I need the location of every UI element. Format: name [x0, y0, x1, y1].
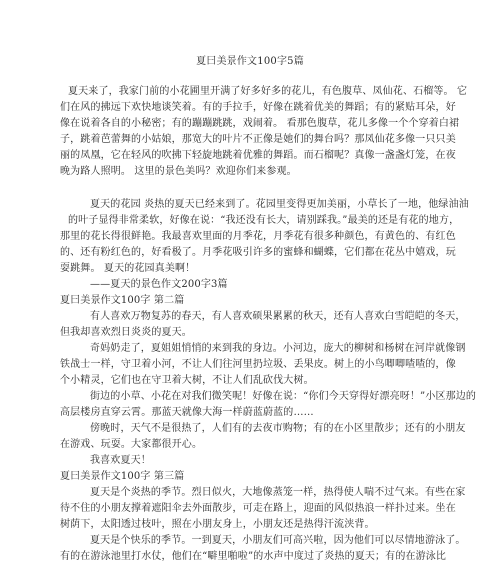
text-line: 夏天是个炎热的季节。烈日似火，大地像蒸笼一样，热得使人喘不过气来。有些在家	[90, 487, 466, 498]
text-line: 子，跳着芭蕾舞的小姑娘，那宽大的叶片不正像是她们的舞台吗？那凤仙花多像一只只美	[60, 134, 456, 145]
section-heading: 夏曰美景作文100字 第三篇	[60, 471, 185, 482]
text-line: 的、还有粉红色的，好看极了。月季花吸引许多的蜜蜂和蝴蝶，它们都在花丛中嬉戏，玩	[60, 247, 456, 258]
text-line: 像在说着各自的小秘密；有的蹦蹦跳跳，戏闹着。 看那色腹草，花儿多像一个个穿着白裙	[60, 118, 460, 129]
text-line: 我喜欢夏天！	[90, 455, 151, 466]
text-line: 耍跳舞。 夏天的花园真美啊！	[60, 263, 196, 274]
text-line: 铁战士一样，守卫着小河，不让人们往河里扔垃圾、丢果皮。树上的小鸟唧唧喳喳的，像	[60, 359, 456, 370]
text-line: 晚为路人照明。 这里的景色美吗？欢迎你们来参观。	[60, 166, 297, 177]
text-line: 夏天是个快乐的季节。一到夏天，小朋友们可高兴啦，因为他们可以尽情地游泳了。	[90, 535, 466, 546]
section-heading: 夏曰美景作文100字 第二篇	[60, 295, 185, 306]
text-line: 个小精灵，它们也在守卫着大树，不让人们乱砍伐大树。	[60, 375, 314, 386]
text-line: 待不住的小朋友撑着遮阳伞去外面散步，可走在路上，迎面的风似热浪一样扑过来。坐在	[60, 503, 456, 514]
text-line: 那里的花长得很鲜艳。我最喜欢里面的月季花，月季花有很多种颜色，有黄色的、有红色	[60, 231, 456, 242]
text-line: 夏天来了，我家门前的小花圃里开满了好多好多的花儿，有色腹草、凤仙花、石榴等。 它	[68, 86, 468, 97]
text-line: 的叶子显得非常柔软，好像在说：“我还没有长大，请别踩我。”最美的还是有花的地方，	[68, 215, 460, 226]
text-line: 有的在游泳池里打水仗，他们在“噼里啪啦”的水声中度过了炎热的夏天；有的在游泳比	[60, 551, 447, 562]
document-title: 夏曰美景作文100字5篇	[196, 56, 304, 67]
text-line: 但我却喜欢烈日炎炎的夏天。	[60, 327, 192, 338]
text-line: 们在风的拂远下欢快地谈笑着。有的手拉手，好像在跳着优美的舞蹈；有的紧贴耳朵，好	[60, 102, 456, 113]
text-line: 傍晚时，天气不是很热了，人们有的去夜市购物；有的在小区里散步；还有的小朋友	[90, 423, 466, 434]
text-line: 奇妈奶走了，夏姐姐悄悄的来到我的身边。小河边，庞大的柳树和杨树在河岸就像钢	[90, 343, 466, 354]
text-line: 树荫下，太阳透过枝叶，照在小朋友身上，小朋友还是热得汗流浃背。	[60, 519, 375, 530]
text-line: 夏天的花园 炎热的夏天已经来到了。花园里变得更加美丽，小草长了一地，他绿油油	[90, 199, 469, 210]
text-line: 高层楼房直穿云霄。那蓝天就像大海一样蔚蓝蔚蓝的……	[60, 407, 314, 418]
text-line: 街边的小草、小花在对我们微笑呢！好像在说：“你们今天穿得好漂亮呀！”小区那边的	[90, 391, 477, 402]
text-line: 在游戏、玩耍。大家都很开心。	[60, 439, 203, 450]
section-heading: ——夏天的景色作文200字3篇	[90, 279, 228, 290]
text-line: 丽的凤凰，它在轻风的吹拂下轻旋地跳着优雅的舞蹈。而石榴呢？真像一盏盏灯笼，在夜	[60, 150, 456, 161]
text-line: 有人喜欢万物复苏的春天，有人喜欢硕果累累的秋天，还有人喜欢白雪皑皑的冬天，	[90, 311, 466, 322]
